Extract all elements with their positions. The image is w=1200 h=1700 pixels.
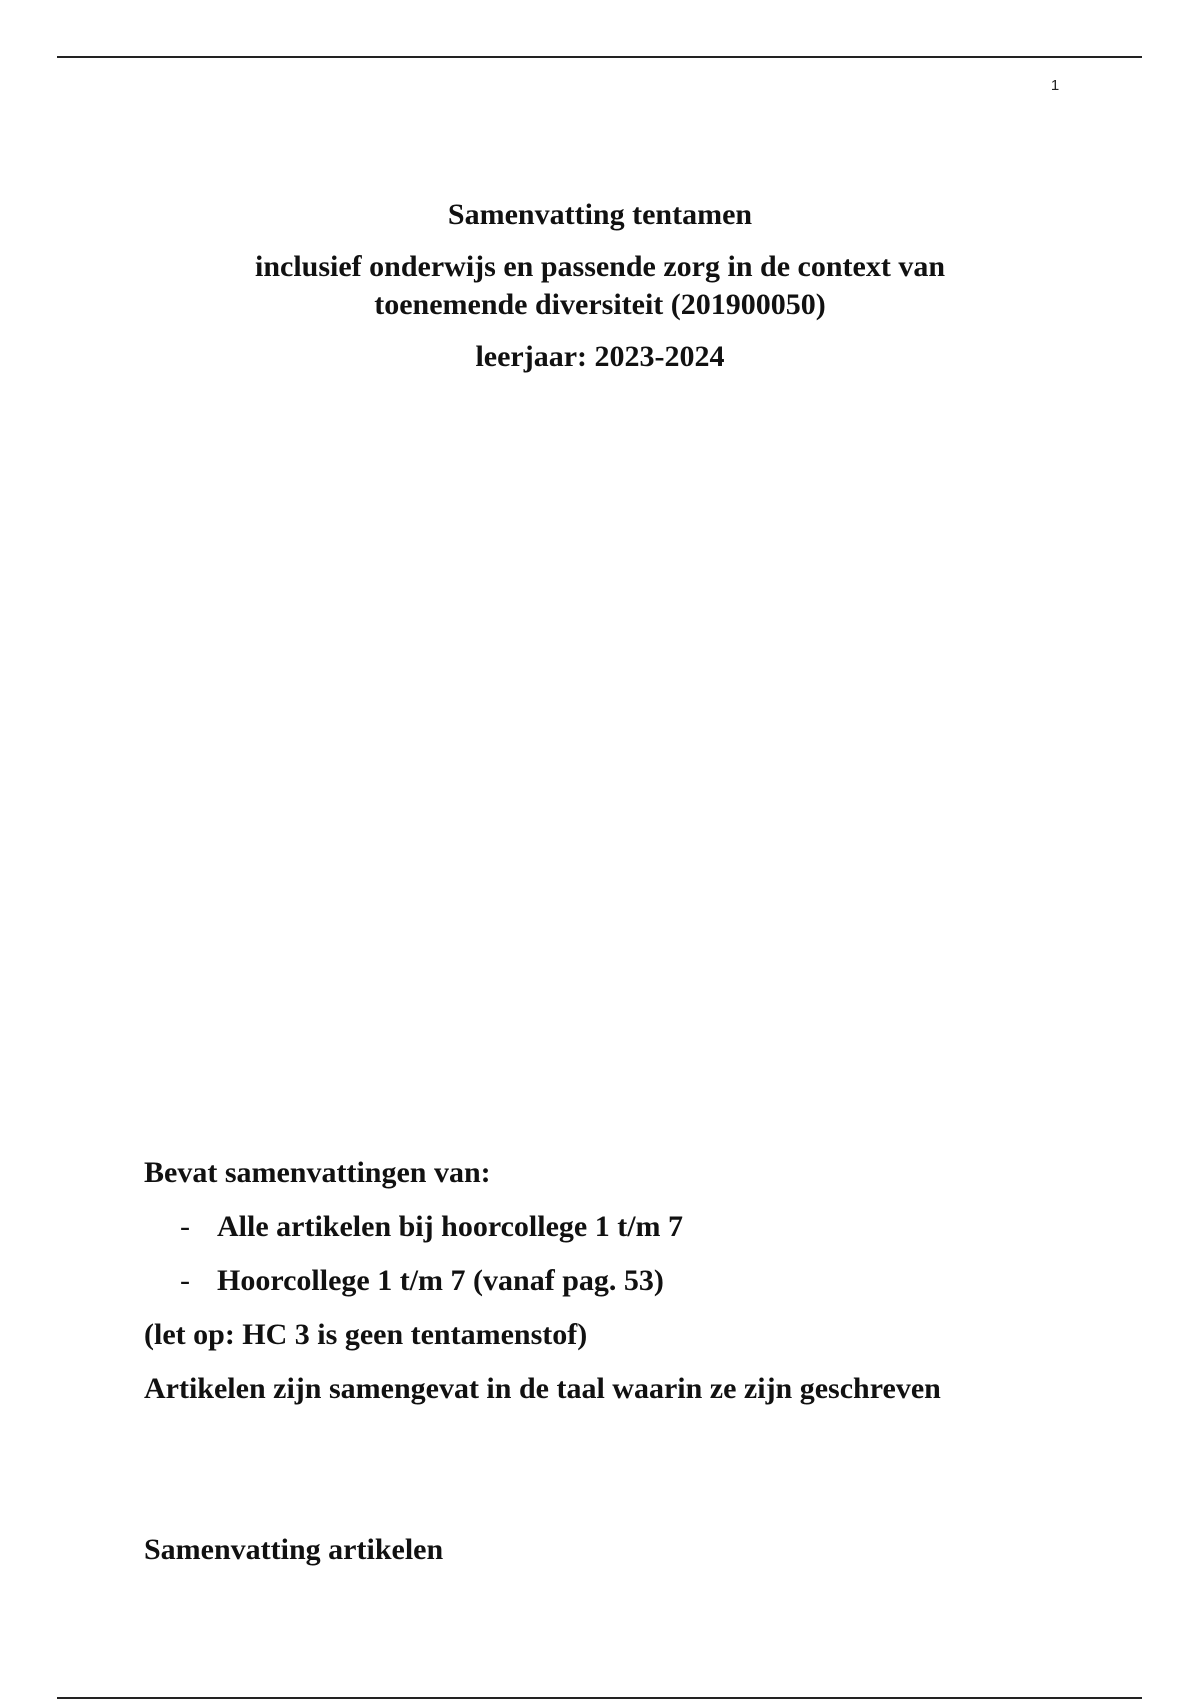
academic-year: leerjaar: 2023-2024	[475, 340, 725, 373]
footer-rule	[57, 1697, 1142, 1699]
list-item	[144, 1261, 1144, 1315]
exam-note: (let op: HC 3 is geen tentamenstof)	[144, 1318, 588, 1351]
document-title: Samenvatting tentamen	[447, 198, 753, 231]
list-item	[144, 1207, 1144, 1261]
title-block	[150, 196, 1050, 376]
contents-intro: Bevat samenvattingen van:	[144, 1156, 491, 1189]
course-title-line-2: toenemende diversiteit (201900050)	[374, 288, 826, 321]
list-item-text: Alle artikelen bij hoorcollege 1 t/m 7	[217, 1210, 684, 1243]
list-item-text: Hoorcollege 1 t/m 7 (vanaf pag. 53)	[217, 1264, 664, 1297]
language-note: Artikelen zijn samengevat in de taal waarin ze zijn geschreven	[144, 1372, 941, 1405]
section-heading: Samenvatting artikelen	[144, 1533, 444, 1566]
course-title	[150, 248, 1050, 324]
bullet-dash: -	[180, 1264, 190, 1297]
bullet-dash: -	[180, 1210, 190, 1243]
page-number: 1	[1050, 77, 1060, 94]
contents-summary	[144, 1153, 1144, 1423]
course-title-line-1: inclusief onderwijs en passende zorg in de context van	[255, 250, 945, 283]
header-rule	[57, 56, 1142, 58]
